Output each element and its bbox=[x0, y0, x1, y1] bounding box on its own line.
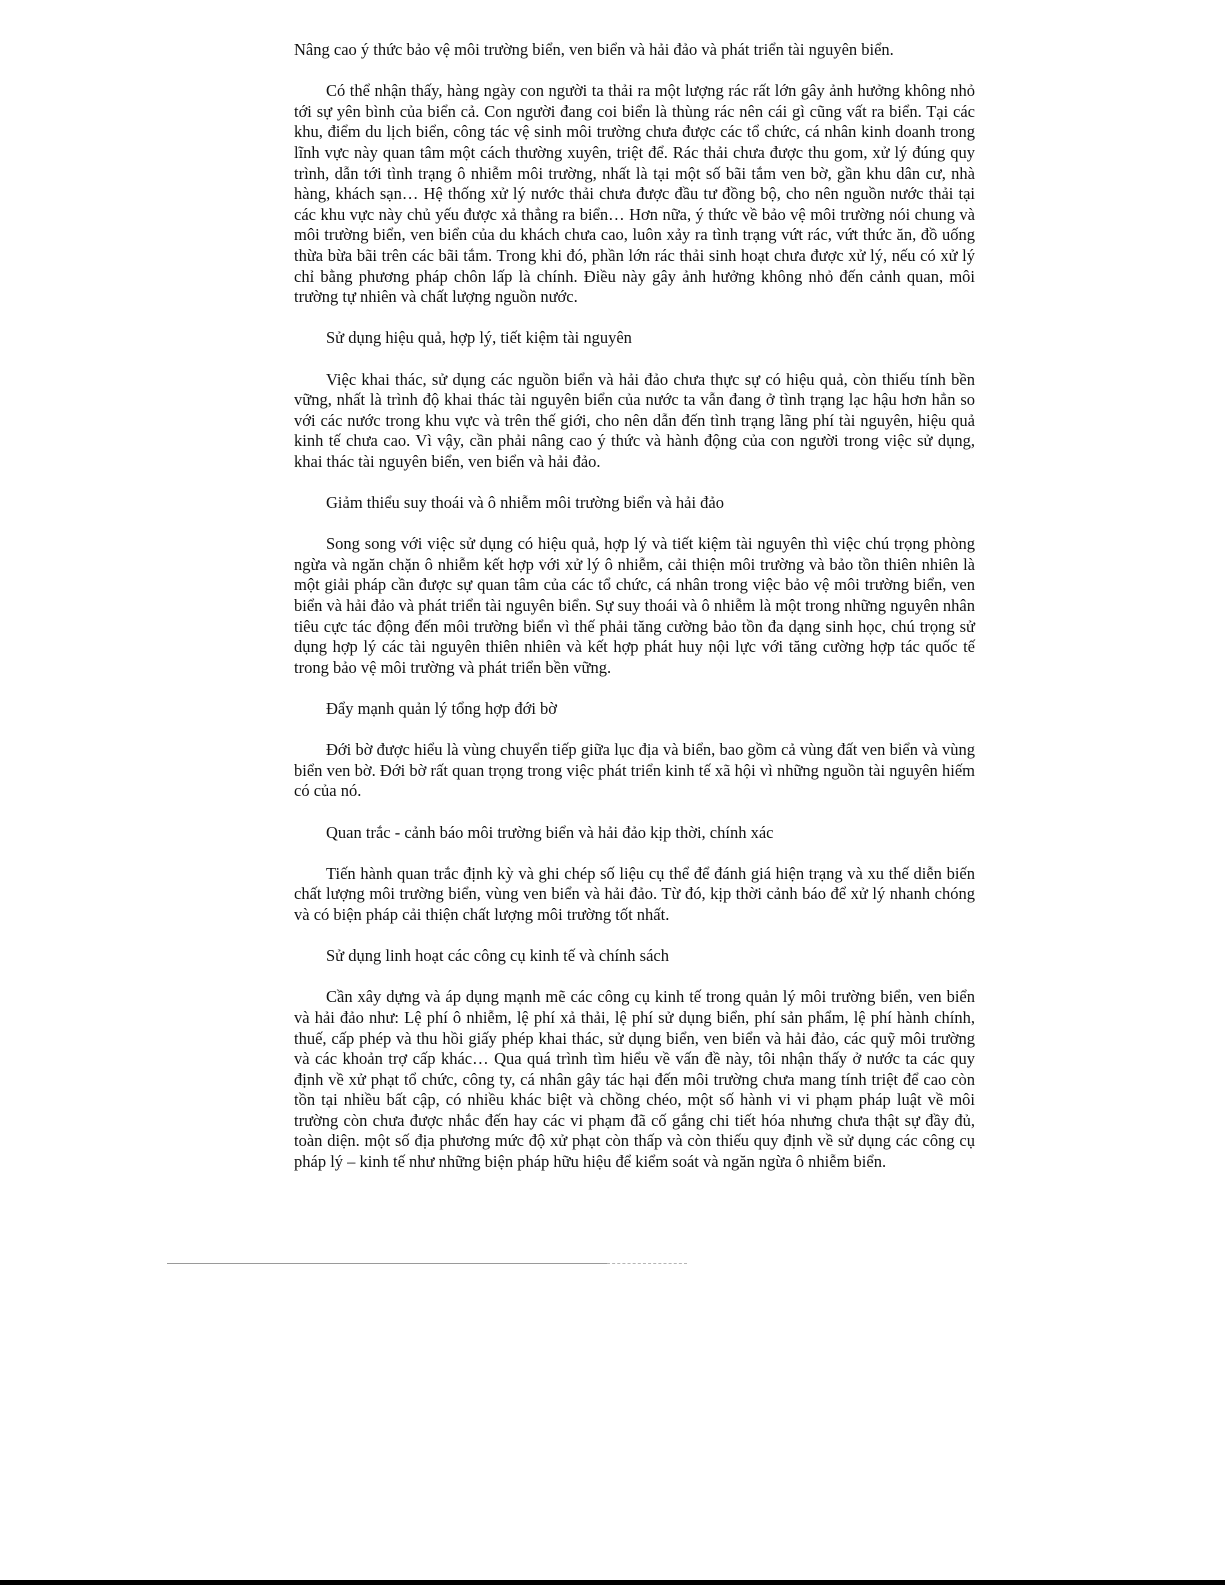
paragraph-waste: Có thể nhận thấy, hàng ngày con người ta thải ra một lượng rác rất lớn gây ảnh hưởng không nhỏ tới sự yên bình của biển cả. Con người đang coi biển là thùng rác nên cái gì cũng vất ra biển. Tại các khu, điểm du lịch biển, công tác vệ sinh môi trường chưa được các tổ chức, cá nhân kinh doanh trong lĩnh vực này quan tâm một cách thường xuyên, triệt để. Rác thải chưa được thu gom, xử lý đúng quy trình, dẫn tới tình trạng ô nhiễm môi trường, nhất là tại một số bãi tắm ven bờ, gần khu dân cư, nhà hàng, khách sạn… Hệ thống xử lý nước thải chưa được đầu tư đồng bộ, cho nên nguồn nước thải tại các khu vực này chủ yếu được xả thẳng ra biển… Hơn nữa, ý thức về bảo vệ môi trường nói chung và môi trường biển, ven biển của du khách chưa cao, luôn xảy ra tình trạng vứt rác, vứt thức ăn, đồ uống thừa bừa bãi trên các bãi tắm. Trong khi đó, phần lớn rác thải sinh hoạt chưa được xử lý, nếu có xử lý chỉ bằng phương pháp chôn lấp là chính. Điều này gây ảnh hưởng không nhỏ đến cảnh quan, môi trường tự nhiên và chất lượng nguồn nước. bbox=[294, 81, 975, 307]
heading-coastal-management: Đẩy mạnh quản lý tổng hợp đới bờ bbox=[326, 699, 558, 718]
heading-monitoring: Quan trắc - cảnh báo môi trường biển và hải đảo kịp thời, chính xác bbox=[326, 822, 774, 842]
paragraph-monitoring: Tiến hành quan trắc định kỳ và ghi chép số liệu cụ thể để đánh giá hiện trạng và xu thế diễn biến chất lượng môi trường biển, vùng ven biển và hải đảo. Từ đó, kịp thời cảnh báo để xử lý nhanh chóng và có biện pháp cải thiện chất lượng môi trường tốt nhất. bbox=[294, 863, 975, 924]
paragraph-economic-tools: Cần xây dựng và áp dụng mạnh mẽ các công cụ kinh tế trong quản lý môi trường biển, ven biển và hải đảo như: Lệ phí ô nhiễm, lệ phí xả thải, lệ phí sử dụng biển, phí sản phẩm, lệ phí hành chính, thuế, cấp phép và thu hồi giấy phép khai thác, sử dụng biển, ven biển và hải đảo, các quỹ môi trường và các khoản trợ cấp khác… Qua quá trình tìm hiểu về vấn đề này, tôi nhận thấy ở nước ta các quy định về xử phạt tổ chức, công ty, cá nhân gây tác hại đến môi trường chưa mang tính triệt để cao còn tồn tại nhiều bất cập, có nhiều khác biệt và chồng chéo, một số hành vi vi phạm pháp luật về môi trường còn chưa được nhắc đến hay các vi phạm đã cố gắng chi tiết hóa nhưng chưa thật sự đầy đủ, toàn diện. một số địa phương mức độ xử phạt còn thấp và còn thiếu quy định về sử dụng các công cụ pháp lý – kinh tế như những biện pháp hữu hiệu để kiểm soát và ngăn ngừa ô nhiễm biển. bbox=[294, 987, 975, 1172]
footnote-divider-dashed bbox=[607, 1263, 687, 1264]
paragraph-intro: Nâng cao ý thức bảo vệ môi trường biển, ven biển và hải đảo và phát triển tài nguyên biển. bbox=[294, 40, 894, 59]
heading-economic-tools: Sử dụng linh hoạt các công cụ kinh tế và chính sách bbox=[326, 946, 669, 966]
paragraph-resource-efficiency: Việc khai thác, sử dụng các nguồn biển và hải đảo chưa thực sự có hiệu quả, còn thiếu tính bền vững, nhất là trình độ khai thác tài nguyên biển của nước ta vẫn đang ở tình trạng lạc hậu hơn hẳn so với các nước trong khu vực và trên thế giới, cho nên dẫn đến tình trạng lãng phí tài nguyên, hiệu quả kinh tế chưa cao. Vì vậy, cần phải nâng cao ý thức và hành động của con người trong việc sử dụng, khai thác tài nguyên biển, ven biển và hải đảo. bbox=[294, 369, 975, 471]
paragraph-coastal-management: Đới bờ được hiểu là vùng chuyển tiếp giữa lục địa và biển, bao gồm cả vùng đất ven biển và vùng biển ven bờ. Đới bờ rất quan trọng trong việc phát triển kinh tế xã hội vì những nguồn tài nguyên hiếm có của nó. bbox=[294, 740, 975, 801]
heading-reduce-pollution: Giảm thiểu suy thoái và ô nhiễm môi trường biển và hải đảo bbox=[326, 493, 725, 513]
document-body bbox=[294, 40, 975, 1193]
heading-resource-efficiency: Sử dụng hiệu quả, hợp lý, tiết kiệm tài nguyên bbox=[326, 328, 632, 348]
paragraph-reduce-pollution: Song song với việc sử dụng có hiệu quả, hợp lý và tiết kiệm tài nguyên thì việc chú trọng phòng ngừa và ngăn chặn ô nhiễm kết hợp với xử lý ô nhiễm, cải thiện môi trường và bảo tồn thiên nhiên là một giải pháp cần được sự quan tâm của các tổ chức, cá nhân trong việc bảo vệ môi trường biển, ven biển và hải đảo và phát triển tài nguyên biển. Sự suy thoái và ô nhiễm là một trong những nguyên nhân tiêu cực tác động đến môi trường biển vì thế phải tăng cường bảo tồn đa dạng sinh học, chú trọng sử dụng hợp lý các tài nguyên thiên nhiên và kết hợp phát huy nội lực với tăng cường hợp tác quốc tế trong bảo vệ môi trường và phát triển bền vững. bbox=[294, 534, 975, 677]
page-bottom-edge bbox=[0, 1580, 1225, 1585]
footnote-divider bbox=[167, 1263, 607, 1264]
